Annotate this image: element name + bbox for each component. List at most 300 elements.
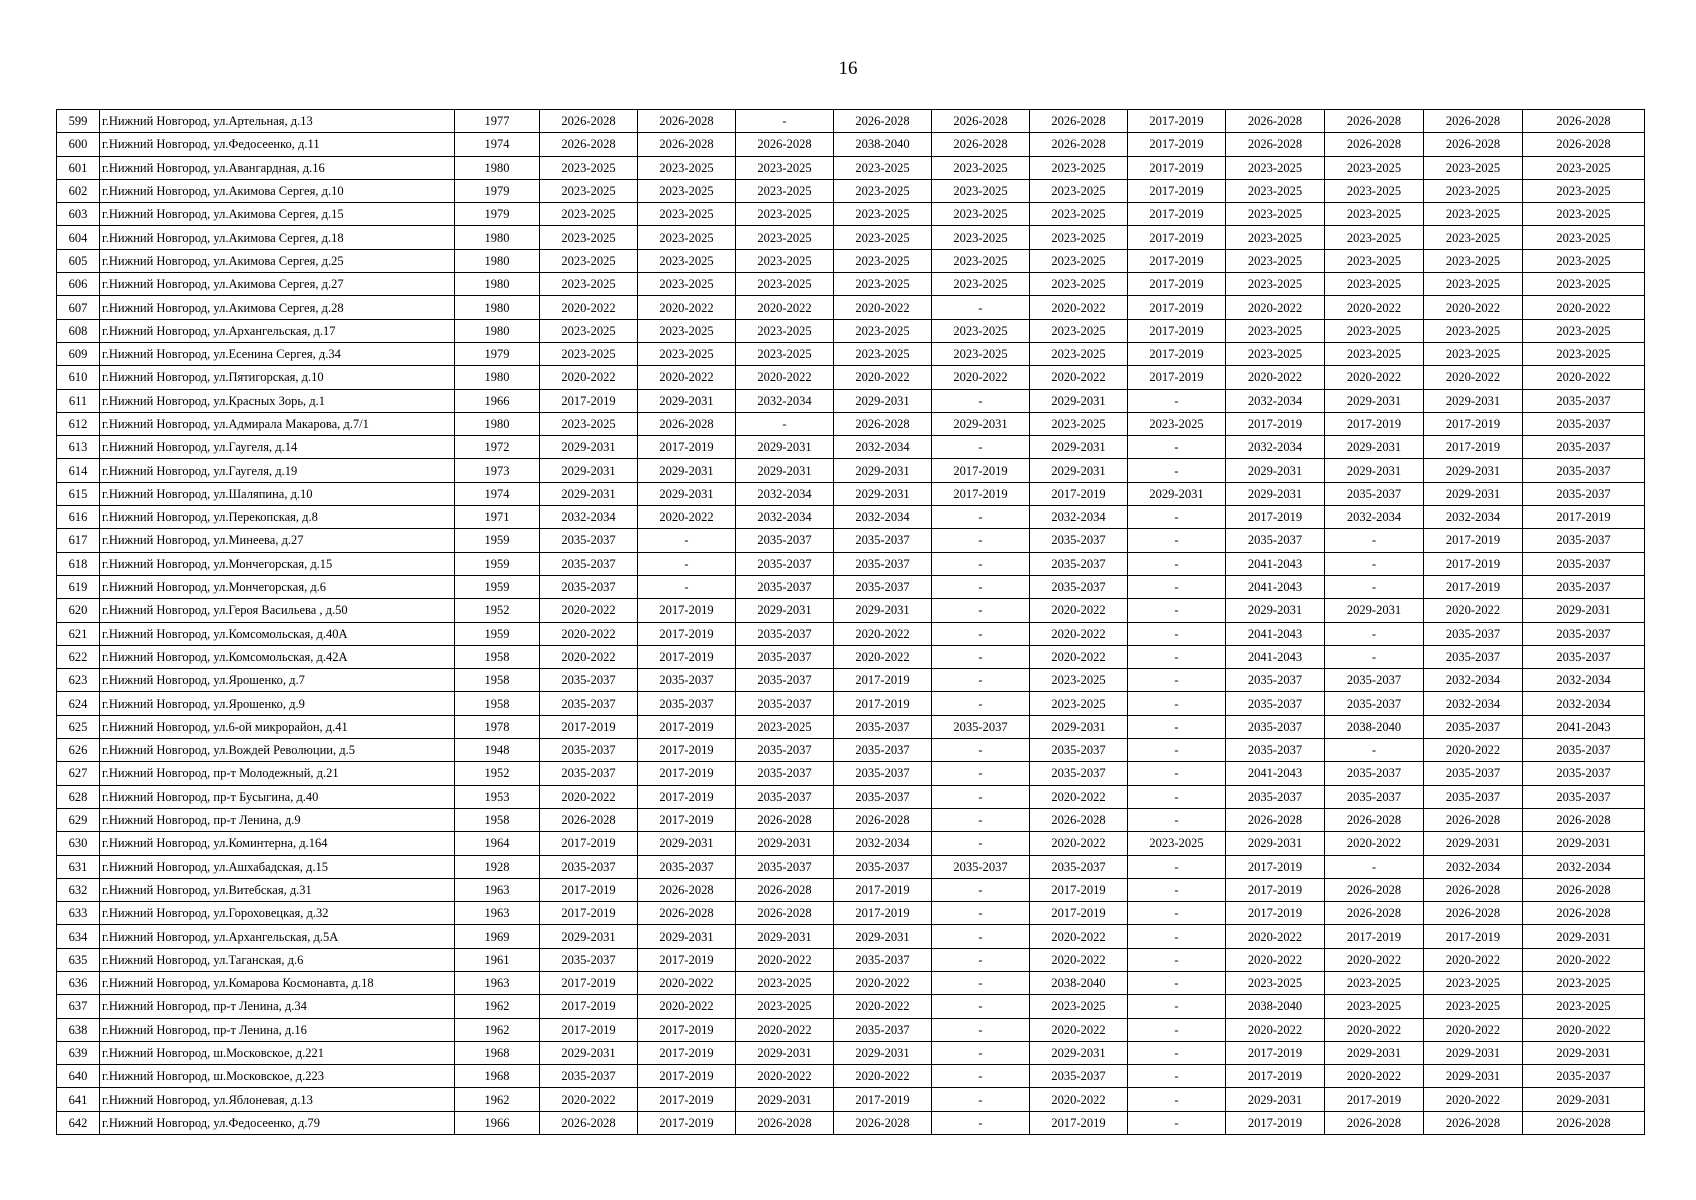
period-cell: - xyxy=(1128,645,1226,668)
period-cell: 2026-2028 xyxy=(638,878,736,901)
period-cell: 2029-2031 xyxy=(932,412,1030,435)
period-cell: 2017-2019 xyxy=(1128,179,1226,202)
period-cell: 2020-2022 xyxy=(1030,948,1128,971)
period-cell: 2023-2025 xyxy=(1226,203,1325,226)
period-cell: - xyxy=(736,110,834,133)
period-cell: 2020-2022 xyxy=(638,971,736,994)
table-row xyxy=(57,645,1645,668)
period-cell: 2023-2025 xyxy=(1523,971,1645,994)
year-built-cell: 1974 xyxy=(455,482,540,505)
period-cell: 2035-2037 xyxy=(736,739,834,762)
period-cell: - xyxy=(932,575,1030,598)
period-cell: 2035-2037 xyxy=(1424,645,1523,668)
year-built-cell: 1968 xyxy=(455,1065,540,1088)
table-row xyxy=(57,925,1645,948)
period-cell: - xyxy=(1128,389,1226,412)
period-cell: 2023-2025 xyxy=(1226,971,1325,994)
period-cell: 2035-2037 xyxy=(834,529,932,552)
table-row xyxy=(57,366,1645,389)
period-cell: 2020-2022 xyxy=(736,366,834,389)
period-cell: 2017-2019 xyxy=(638,436,736,459)
table-row xyxy=(57,273,1645,296)
row-number-cell: 599 xyxy=(57,110,100,133)
period-cell: 2017-2019 xyxy=(1226,506,1325,529)
year-built-cell: 1971 xyxy=(455,506,540,529)
year-built-cell: 1980 xyxy=(455,226,540,249)
period-cell: 2035-2037 xyxy=(1030,762,1128,785)
period-cell: 2017-2019 xyxy=(1424,575,1523,598)
period-cell: 2035-2037 xyxy=(1030,739,1128,762)
row-number-cell: 617 xyxy=(57,529,100,552)
period-cell: 2020-2022 xyxy=(736,296,834,319)
period-cell: 2035-2037 xyxy=(736,785,834,808)
period-cell: 2032-2034 xyxy=(1424,692,1523,715)
period-cell: 2023-2025 xyxy=(1523,156,1645,179)
row-number-cell: 608 xyxy=(57,319,100,342)
period-cell: 2026-2028 xyxy=(1523,902,1645,925)
period-cell: 2029-2031 xyxy=(1523,832,1645,855)
period-cell: - xyxy=(1128,669,1226,692)
period-cell: 2029-2031 xyxy=(638,832,736,855)
period-cell: 2032-2034 xyxy=(1523,692,1645,715)
period-cell: 2035-2037 xyxy=(736,855,834,878)
period-cell: - xyxy=(932,529,1030,552)
row-number-cell: 605 xyxy=(57,249,100,272)
period-cell: 2029-2031 xyxy=(1030,1041,1128,1064)
table-row xyxy=(57,342,1645,365)
period-cell: 2020-2022 xyxy=(1030,832,1128,855)
period-cell: 2029-2031 xyxy=(540,1041,638,1064)
period-cell: 2023-2025 xyxy=(1030,669,1128,692)
period-cell: 2023-2025 xyxy=(1424,179,1523,202)
address-cell: г.Нижний Новгород, ул.Гаугеля, д.14 xyxy=(100,436,455,459)
period-cell: 2035-2037 xyxy=(1523,645,1645,668)
row-number-cell: 615 xyxy=(57,482,100,505)
row-number-cell: 616 xyxy=(57,506,100,529)
period-cell: 2017-2019 xyxy=(1128,226,1226,249)
table-row xyxy=(57,832,1645,855)
period-cell: - xyxy=(1128,506,1226,529)
period-cell: 2035-2037 xyxy=(932,715,1030,738)
period-cell: 2020-2022 xyxy=(1325,1018,1424,1041)
period-cell: 2041-2043 xyxy=(1523,715,1645,738)
period-cell: 2026-2028 xyxy=(1226,808,1325,831)
year-built-cell: 1973 xyxy=(455,459,540,482)
period-cell: 2023-2025 xyxy=(1325,995,1424,1018)
period-cell: 2017-2019 xyxy=(834,902,932,925)
period-cell: 2023-2025 xyxy=(834,342,932,365)
period-cell: 2023-2025 xyxy=(638,179,736,202)
period-cell: 2032-2034 xyxy=(834,832,932,855)
period-cell: 2023-2025 xyxy=(1424,995,1523,1018)
period-cell: 2032-2034 xyxy=(1030,506,1128,529)
address-cell: г.Нижний Новгород, пр-т Бусыгина, д.40 xyxy=(100,785,455,808)
period-cell: 2017-2019 xyxy=(1030,482,1128,505)
address-cell: г.Нижний Новгород, ул.Есенина Сергея, д.34 xyxy=(100,342,455,365)
year-built-cell: 1966 xyxy=(455,1111,540,1134)
period-cell: 2020-2022 xyxy=(736,1065,834,1088)
table-row xyxy=(57,715,1645,738)
period-cell: 2017-2019 xyxy=(1325,412,1424,435)
period-cell: - xyxy=(932,948,1030,971)
period-cell: 2023-2025 xyxy=(540,249,638,272)
period-cell: - xyxy=(1325,739,1424,762)
period-cell: - xyxy=(1128,599,1226,622)
period-cell: 2029-2031 xyxy=(1030,436,1128,459)
year-built-cell: 1980 xyxy=(455,366,540,389)
address-cell: г.Нижний Новгород, ул.Ашхабадская, д.15 xyxy=(100,855,455,878)
period-cell: 2017-2019 xyxy=(540,389,638,412)
period-cell: 2023-2025 xyxy=(540,319,638,342)
period-cell: 2023-2025 xyxy=(1523,273,1645,296)
period-cell: - xyxy=(932,436,1030,459)
period-cell: 2032-2034 xyxy=(1523,669,1645,692)
period-cell: 2029-2031 xyxy=(1325,389,1424,412)
address-cell: г.Нижний Новгород, ул.Мончегорская, д.6 xyxy=(100,575,455,598)
period-cell: 2026-2028 xyxy=(834,110,932,133)
table-row xyxy=(57,412,1645,435)
year-built-cell: 1952 xyxy=(455,599,540,622)
period-cell: 2029-2031 xyxy=(1523,1041,1645,1064)
period-cell: 2026-2028 xyxy=(1325,110,1424,133)
period-cell: 2020-2022 xyxy=(1030,366,1128,389)
period-cell: - xyxy=(1325,575,1424,598)
period-cell: 2020-2022 xyxy=(1325,1065,1424,1088)
period-cell: 2020-2022 xyxy=(834,645,932,668)
period-cell: 2017-2019 xyxy=(1030,878,1128,901)
period-cell: 2035-2037 xyxy=(1030,552,1128,575)
year-built-cell: 1972 xyxy=(455,436,540,459)
period-cell: 2035-2037 xyxy=(834,552,932,575)
period-cell: 2023-2025 xyxy=(540,179,638,202)
row-number-cell: 621 xyxy=(57,622,100,645)
table-row xyxy=(57,692,1645,715)
period-cell: 2023-2025 xyxy=(1030,692,1128,715)
period-cell: - xyxy=(1128,436,1226,459)
period-cell: 2017-2019 xyxy=(834,878,932,901)
period-cell: 2023-2025 xyxy=(540,273,638,296)
row-number-cell: 619 xyxy=(57,575,100,598)
address-cell: г.Нижний Новгород, ул.Комсомольская, д.42А xyxy=(100,645,455,668)
address-cell: г.Нижний Новгород, ул.Ярошенко, д.9 xyxy=(100,692,455,715)
period-cell: 2026-2028 xyxy=(736,902,834,925)
period-cell: 2017-2019 xyxy=(1424,529,1523,552)
period-cell: - xyxy=(932,506,1030,529)
period-cell: 2023-2025 xyxy=(1325,342,1424,365)
row-number-cell: 626 xyxy=(57,739,100,762)
period-cell: 2038-2040 xyxy=(834,133,932,156)
period-cell: 2032-2034 xyxy=(736,482,834,505)
period-cell: 2035-2037 xyxy=(638,855,736,878)
address-cell: г.Нижний Новгород, пр-т Ленина, д.9 xyxy=(100,808,455,831)
year-built-cell: 1980 xyxy=(455,296,540,319)
period-cell: 2029-2031 xyxy=(736,1041,834,1064)
period-cell: 2023-2025 xyxy=(1226,273,1325,296)
period-cell: 2023-2025 xyxy=(1030,156,1128,179)
period-cell: - xyxy=(1128,1065,1226,1088)
period-cell: 2017-2019 xyxy=(638,645,736,668)
period-cell: 2029-2031 xyxy=(1226,832,1325,855)
period-cell: - xyxy=(1325,855,1424,878)
period-cell: 2023-2025 xyxy=(1424,971,1523,994)
period-cell: 2017-2019 xyxy=(540,715,638,738)
period-cell: 2026-2028 xyxy=(834,808,932,831)
year-built-cell: 1979 xyxy=(455,203,540,226)
period-cell: - xyxy=(1128,902,1226,925)
row-number-cell: 618 xyxy=(57,552,100,575)
period-cell: 2017-2019 xyxy=(540,878,638,901)
row-number-cell: 642 xyxy=(57,1111,100,1134)
period-cell: 2023-2025 xyxy=(1523,342,1645,365)
year-built-cell: 1962 xyxy=(455,995,540,1018)
period-cell: 2041-2043 xyxy=(1226,622,1325,645)
address-cell: г.Нижний Новгород, ул.Коминтерна, д.164 xyxy=(100,832,455,855)
period-cell: 2020-2022 xyxy=(834,622,932,645)
period-cell: 2023-2025 xyxy=(1325,319,1424,342)
period-cell: 2020-2022 xyxy=(1325,296,1424,319)
period-cell: 2029-2031 xyxy=(1424,1041,1523,1064)
table-row xyxy=(57,133,1645,156)
period-cell: 2035-2037 xyxy=(540,739,638,762)
address-cell: г.Нижний Новгород, ул.Артельная, д.13 xyxy=(100,110,455,133)
row-number-cell: 603 xyxy=(57,203,100,226)
period-cell: 2020-2022 xyxy=(1030,296,1128,319)
period-cell: 2026-2028 xyxy=(1424,133,1523,156)
period-cell: 2017-2019 xyxy=(638,808,736,831)
period-cell: 2029-2031 xyxy=(638,925,736,948)
table-row xyxy=(57,878,1645,901)
period-cell: 2029-2031 xyxy=(736,599,834,622)
period-cell: 2026-2028 xyxy=(1226,133,1325,156)
period-cell: 2017-2019 xyxy=(1128,156,1226,179)
period-cell: 2023-2025 xyxy=(638,156,736,179)
row-number-cell: 624 xyxy=(57,692,100,715)
period-cell: 2035-2037 xyxy=(1325,762,1424,785)
table-row xyxy=(57,1088,1645,1111)
period-cell: 2023-2025 xyxy=(834,179,932,202)
period-cell: 2029-2031 xyxy=(834,459,932,482)
year-built-cell: 1963 xyxy=(455,971,540,994)
period-cell: 2020-2022 xyxy=(1424,366,1523,389)
period-cell: 2029-2031 xyxy=(1523,1088,1645,1111)
period-cell: 2020-2022 xyxy=(638,506,736,529)
period-cell: 2017-2019 xyxy=(1128,296,1226,319)
period-cell: 2029-2031 xyxy=(540,459,638,482)
period-cell: 2026-2028 xyxy=(1523,110,1645,133)
period-cell: 2035-2037 xyxy=(1523,389,1645,412)
period-cell: 2035-2037 xyxy=(1030,575,1128,598)
period-cell: 2017-2019 xyxy=(540,1018,638,1041)
period-cell: 2026-2028 xyxy=(1424,878,1523,901)
period-cell: 2026-2028 xyxy=(1424,1111,1523,1134)
address-cell: г.Нижний Новгород, ул.Федосеенко, д.79 xyxy=(100,1111,455,1134)
address-cell: г.Нижний Новгород, пр-т Ленина, д.34 xyxy=(100,995,455,1018)
period-cell: 2029-2031 xyxy=(638,482,736,505)
period-cell: - xyxy=(932,995,1030,1018)
period-cell: 2020-2022 xyxy=(1523,296,1645,319)
period-cell: 2020-2022 xyxy=(1030,622,1128,645)
period-cell: 2035-2037 xyxy=(1424,715,1523,738)
period-cell: 2035-2037 xyxy=(540,529,638,552)
period-cell: 2026-2028 xyxy=(932,110,1030,133)
period-cell: 2035-2037 xyxy=(1226,529,1325,552)
period-cell: 2035-2037 xyxy=(1523,575,1645,598)
period-cell: 2035-2037 xyxy=(1325,692,1424,715)
address-cell: г.Нижний Новгород, ул.Мончегорская, д.15 xyxy=(100,552,455,575)
period-cell: 2035-2037 xyxy=(1325,482,1424,505)
period-cell: - xyxy=(1128,1041,1226,1064)
period-cell: 2023-2025 xyxy=(1325,156,1424,179)
period-cell: - xyxy=(1128,971,1226,994)
address-cell: г.Нижний Новгород, ул.Комарова Космонавта, д.18 xyxy=(100,971,455,994)
period-cell: 2035-2037 xyxy=(1226,739,1325,762)
period-cell: 2023-2025 xyxy=(1325,226,1424,249)
period-cell: 2035-2037 xyxy=(932,855,1030,878)
year-built-cell: 1963 xyxy=(455,878,540,901)
period-cell: 2023-2025 xyxy=(834,156,932,179)
period-cell: 2020-2022 xyxy=(638,366,736,389)
period-cell: 2026-2028 xyxy=(834,412,932,435)
period-cell: 2020-2022 xyxy=(736,1018,834,1041)
period-cell: 2023-2025 xyxy=(932,156,1030,179)
period-cell: 2035-2037 xyxy=(1030,1065,1128,1088)
period-cell: 2035-2037 xyxy=(1424,622,1523,645)
period-cell: 2023-2025 xyxy=(540,156,638,179)
period-cell: 2035-2037 xyxy=(1325,785,1424,808)
period-cell: 2020-2022 xyxy=(1226,366,1325,389)
row-number-cell: 604 xyxy=(57,226,100,249)
period-cell: - xyxy=(932,669,1030,692)
period-cell: - xyxy=(1128,995,1226,1018)
period-cell: 2023-2025 xyxy=(1523,249,1645,272)
period-cell: 2023-2025 xyxy=(638,342,736,365)
address-cell: г.Нижний Новгород, ул.Федосеенко, д.11 xyxy=(100,133,455,156)
period-cell: 2017-2019 xyxy=(1128,342,1226,365)
period-cell: 2026-2028 xyxy=(1030,133,1128,156)
period-cell: 2017-2019 xyxy=(1325,1088,1424,1111)
row-number-cell: 637 xyxy=(57,995,100,1018)
period-cell: 2029-2031 xyxy=(1030,715,1128,738)
period-cell: 2023-2025 xyxy=(1325,273,1424,296)
period-cell: - xyxy=(932,1041,1030,1064)
period-cell: 2023-2025 xyxy=(1030,226,1128,249)
row-number-cell: 629 xyxy=(57,808,100,831)
row-number-cell: 607 xyxy=(57,296,100,319)
period-cell: 2026-2028 xyxy=(1424,808,1523,831)
period-cell: 2032-2034 xyxy=(1226,389,1325,412)
address-cell: г.Нижний Новгород, ул.Акимова Сергея, д.27 xyxy=(100,273,455,296)
period-cell: 2020-2022 xyxy=(540,366,638,389)
period-cell: 2020-2022 xyxy=(540,1088,638,1111)
address-cell: г.Нижний Новгород, ул.Героя Васильева , д.50 xyxy=(100,599,455,622)
year-built-cell: 1962 xyxy=(455,1018,540,1041)
period-cell: - xyxy=(1325,552,1424,575)
period-cell: 2020-2022 xyxy=(638,296,736,319)
period-cell: 2035-2037 xyxy=(1523,412,1645,435)
period-cell: 2035-2037 xyxy=(736,692,834,715)
period-cell: 2023-2025 xyxy=(736,179,834,202)
period-cell: 2023-2025 xyxy=(1226,156,1325,179)
period-cell: 2023-2025 xyxy=(736,971,834,994)
period-cell: 2026-2028 xyxy=(540,133,638,156)
period-cell: - xyxy=(932,785,1030,808)
period-cell: - xyxy=(932,296,1030,319)
period-cell: 2017-2019 xyxy=(638,715,736,738)
period-cell: 2029-2031 xyxy=(638,459,736,482)
period-cell: - xyxy=(932,925,1030,948)
period-cell: 2023-2025 xyxy=(1325,179,1424,202)
period-cell: 2035-2037 xyxy=(638,692,736,715)
period-cell: 2020-2022 xyxy=(1226,948,1325,971)
period-cell: 2023-2025 xyxy=(1424,226,1523,249)
address-cell: г.Нижний Новгород, ул.Минеева, д.27 xyxy=(100,529,455,552)
year-built-cell: 1978 xyxy=(455,715,540,738)
period-cell: 2026-2028 xyxy=(540,110,638,133)
period-cell: 2035-2037 xyxy=(540,762,638,785)
year-built-cell: 1964 xyxy=(455,832,540,855)
year-built-cell: 1974 xyxy=(455,133,540,156)
period-cell: 2035-2037 xyxy=(1523,762,1645,785)
period-cell: 2020-2022 xyxy=(1523,948,1645,971)
period-cell: - xyxy=(1128,762,1226,785)
period-cell: 2020-2022 xyxy=(638,995,736,1018)
period-cell: 2029-2031 xyxy=(540,925,638,948)
period-cell: 2023-2025 xyxy=(1226,249,1325,272)
period-cell: 2032-2034 xyxy=(1325,506,1424,529)
address-cell: г.Нижний Новгород, ул.Яблоневая, д.13 xyxy=(100,1088,455,1111)
period-cell: 2023-2025 xyxy=(1325,249,1424,272)
table-row xyxy=(57,808,1645,831)
period-cell: 2026-2028 xyxy=(1424,902,1523,925)
period-cell: 2017-2019 xyxy=(638,948,736,971)
period-cell: 2035-2037 xyxy=(540,575,638,598)
table-row xyxy=(57,1018,1645,1041)
address-cell: г.Нижний Новгород, ул.Таганская, д.6 xyxy=(100,948,455,971)
period-cell: - xyxy=(932,692,1030,715)
address-cell: г.Нижний Новгород, ш.Московское, д.221 xyxy=(100,1041,455,1064)
address-cell: г.Нижний Новгород, ул.Авангардная, д.16 xyxy=(100,156,455,179)
period-cell: 2035-2037 xyxy=(834,762,932,785)
period-cell: 2017-2019 xyxy=(1424,412,1523,435)
year-built-cell: 1961 xyxy=(455,948,540,971)
table-row xyxy=(57,902,1645,925)
period-cell: 2017-2019 xyxy=(1128,366,1226,389)
row-number-cell: 625 xyxy=(57,715,100,738)
period-cell: 2026-2028 xyxy=(540,1111,638,1134)
period-cell: 2032-2034 xyxy=(736,389,834,412)
period-cell: 2035-2037 xyxy=(736,669,834,692)
period-cell: 2035-2037 xyxy=(1523,1065,1645,1088)
period-cell: 2020-2022 xyxy=(834,995,932,1018)
table-row xyxy=(57,552,1645,575)
period-cell: 2023-2025 xyxy=(1030,249,1128,272)
period-cell: 2029-2031 xyxy=(1226,599,1325,622)
period-cell: - xyxy=(1128,1111,1226,1134)
period-cell: 2017-2019 xyxy=(1128,133,1226,156)
period-cell: 2029-2031 xyxy=(1325,436,1424,459)
period-cell: 2026-2028 xyxy=(1325,902,1424,925)
period-cell: 2035-2037 xyxy=(1523,482,1645,505)
year-built-cell: 1958 xyxy=(455,645,540,668)
row-number-cell: 628 xyxy=(57,785,100,808)
period-cell: 2023-2025 xyxy=(1030,179,1128,202)
address-cell: г.Нижний Новгород, пр-т Молодежный, д.21 xyxy=(100,762,455,785)
period-cell: 2023-2025 xyxy=(834,226,932,249)
period-cell: 2020-2022 xyxy=(1523,1018,1645,1041)
period-cell: 2026-2028 xyxy=(736,133,834,156)
period-cell: 2023-2025 xyxy=(540,412,638,435)
period-cell: - xyxy=(932,389,1030,412)
